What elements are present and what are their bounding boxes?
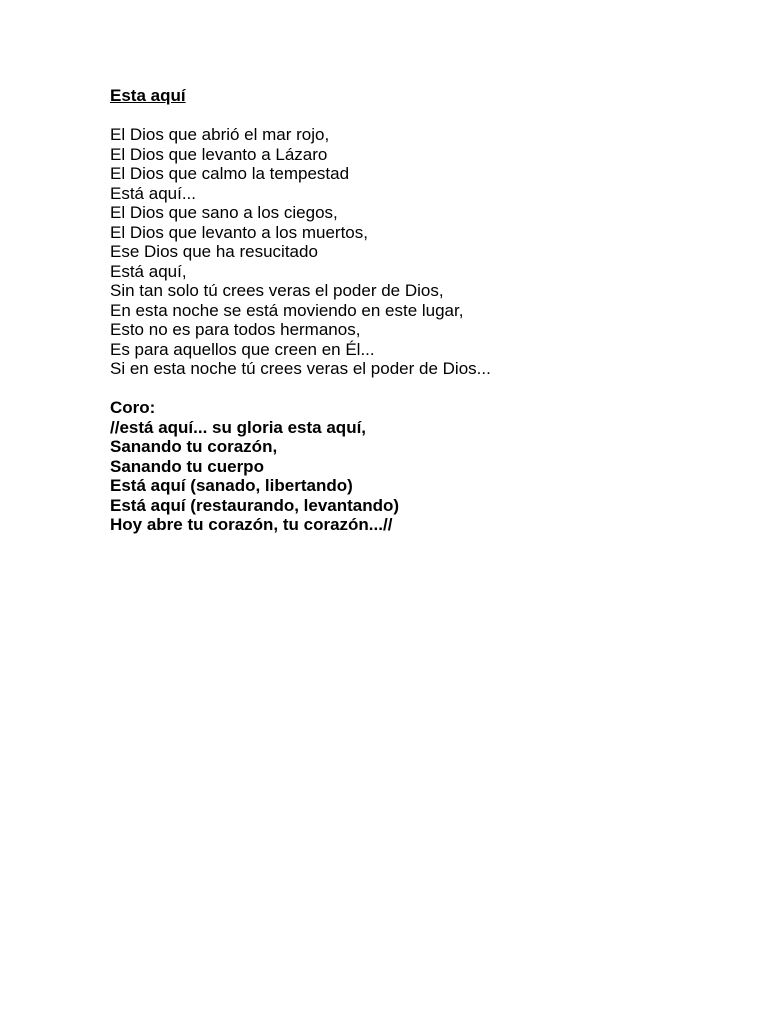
verse-line: Si en esta noche tú crees veras el poder de Dios... <box>110 359 491 378</box>
verse-line: Sin tan solo tú crees veras el poder de Dios, <box>110 281 444 300</box>
verse-line: El Dios que calmo la tempestad <box>110 164 350 183</box>
chorus-line: Está aquí (sanado, libertando) <box>110 476 353 495</box>
verse-line: Está aquí, <box>110 261 187 281</box>
chorus-block <box>110 398 710 535</box>
verse-block <box>110 125 710 379</box>
chorus-line: Hoy abre tu corazón, tu corazón...// <box>110 515 393 534</box>
chorus-line: Sanando tu corazón, <box>110 437 278 456</box>
verse-line: Ese Dios que ha resucitado <box>110 242 318 261</box>
verse-line: El Dios que levanto a Lázaro <box>110 144 328 164</box>
verse-line: El Dios que abrió el mar rojo, <box>110 125 330 144</box>
chorus-line: //está aquí... su gloria esta aquí, <box>110 417 367 437</box>
verse-line: Esto no es para todos hermanos, <box>110 320 361 339</box>
verse-line: Está aquí... <box>110 183 196 203</box>
verse-line: El Dios que levanto a los muertos, <box>110 222 368 242</box>
lyrics-content <box>110 86 710 535</box>
verse-line: Es para aquellos que creen en Él... <box>110 339 375 359</box>
song-title: Esta aquí <box>110 86 186 105</box>
verse-line: El Dios que sano a los ciegos, <box>110 203 338 222</box>
spacer <box>110 379 710 399</box>
spacer <box>110 106 710 126</box>
chorus-label: Coro: <box>110 398 156 417</box>
chorus-line: Sanando tu cuerpo <box>110 456 264 476</box>
verse-line: En esta noche se está moviendo en este lugar, <box>110 300 464 320</box>
chorus-line: Está aquí (restaurando, levantando) <box>110 495 400 515</box>
